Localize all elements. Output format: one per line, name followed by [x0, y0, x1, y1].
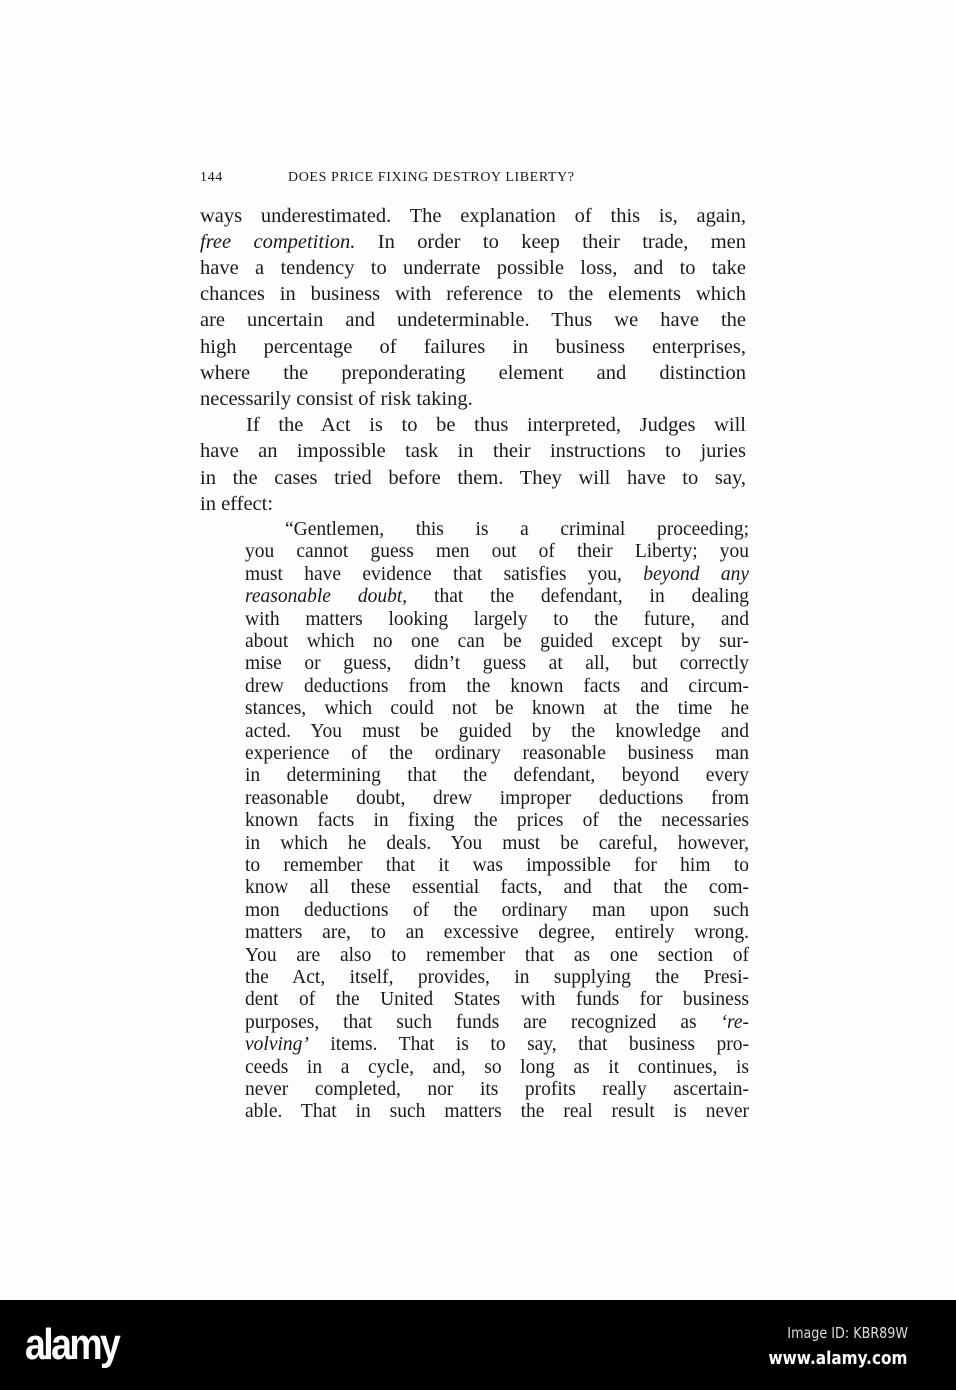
text-segment: in which he deals. You must be careful, however,: [245, 832, 749, 854]
text-segment: mon deductions of the ordinary man upon such: [245, 899, 749, 921]
text-segment: reasonable doubt, drew improper deductions from: [245, 787, 749, 809]
text-segment: in effect:: [200, 492, 274, 515]
text-segment: high percentage of failures in business enterprises,: [200, 335, 746, 358]
text-segment: where the preponderating element and distinction: [200, 361, 746, 384]
text-segment: dent of the United States with funds for business: [245, 989, 749, 1011]
text-line: [245, 541, 749, 563]
text-line: [245, 989, 749, 1011]
text-line: [245, 676, 749, 698]
text-segment: that the defendant, in dealing: [407, 586, 749, 608]
text-line: [245, 922, 749, 944]
text-segment: about which no one can be guided except by sur-: [245, 631, 749, 652]
text-line: [245, 945, 749, 967]
text-segment: have an impossible task in their instructions to juries: [200, 440, 746, 463]
text-segment: have a tendency to underrate possible loss, and to take: [200, 257, 746, 280]
text-segment: you cannot guess men out of their Liberty; you: [245, 541, 749, 563]
text-line: [200, 386, 746, 412]
text-line: [200, 281, 746, 307]
text-line: [245, 1034, 749, 1056]
text-line: [245, 1101, 749, 1123]
text-line: [245, 1079, 749, 1101]
text-line: [245, 833, 749, 855]
text-segment: to remember that it was impossible for him to: [245, 855, 749, 876]
image-id: Image ID: KBR89W: [787, 1324, 908, 1342]
italic-text: free competition.: [200, 231, 356, 254]
text-segment: with matters looking largely to the future, and: [245, 608, 749, 630]
text-segment: the Act, itself, provides, in supplying the Presi-: [245, 967, 749, 988]
text-line: [245, 586, 749, 608]
text-line: [200, 465, 746, 491]
text-segment: ceeds in a cycle, and, so long as it continues, is: [245, 1056, 749, 1078]
watermark-bar: [0, 1300, 956, 1390]
text-segment: in the cases tried before them. They will have to say,: [200, 466, 746, 489]
text-line: [245, 1012, 749, 1034]
text-segment: acted. You must be guided by the knowledge and: [245, 720, 749, 742]
text-line: [245, 564, 749, 586]
text-segment: drew deductions from the known facts and circum-: [245, 675, 749, 697]
text-line: [245, 698, 749, 720]
text-line: [200, 438, 746, 464]
text-line: [200, 360, 746, 386]
text-segment: mise or guess, didn’t guess at all, but correctly: [245, 653, 749, 675]
text-line: [200, 203, 746, 229]
text-line: [245, 900, 749, 922]
text-segment: In order to keep their trade, men: [355, 231, 746, 254]
italic-text: ‘re-: [720, 1011, 749, 1033]
text-line: [245, 788, 749, 810]
text-segment: necessarily consist of risk taking.: [200, 387, 473, 410]
text-line: [200, 255, 746, 281]
text-segment: experience of the ordinary reasonable business man: [245, 743, 749, 764]
text-line: [245, 609, 749, 631]
text-segment: chances in business with reference to the elements which: [200, 283, 746, 306]
text-line: [245, 765, 749, 787]
text-line: [285, 519, 749, 541]
text-segment: matters are, to an excessive degree, entirely wrong.: [245, 922, 749, 944]
alamy-logo: alamy: [25, 1320, 119, 1369]
text-segment: never completed, nor its profits really ascertain-: [245, 1079, 749, 1100]
text-segment: are uncertain and undeterminable. Thus we have the: [200, 309, 746, 332]
text-segment: stances, which could not be known at the time he: [245, 698, 749, 720]
text-segment: “Gentlemen, this is a criminal proceeding;: [285, 519, 749, 540]
running-title: DOES PRICE FIXING DESTROY LIBERTY?: [288, 170, 575, 185]
running-header: [200, 170, 746, 190]
text-line: [246, 412, 746, 438]
watermark-url: www.alamy.com: [769, 1348, 908, 1369]
italic-text: beyond any: [643, 563, 749, 585]
text-segment: known facts in fixing the prices of the necessaries: [245, 810, 749, 832]
text-line: [245, 721, 749, 743]
text-segment: in determining that the defendant, beyond every: [245, 765, 749, 787]
italic-text: reasonable doubt,: [245, 586, 408, 608]
italic-text: volving’: [245, 1034, 309, 1056]
text-segment: able. That in such matters the real result is never: [245, 1101, 749, 1123]
text-segment: purposes, that such funds are recognized as: [245, 1011, 721, 1033]
text-line: [245, 810, 749, 832]
text-line: [200, 307, 746, 333]
text-line: [245, 1057, 749, 1079]
page-number: 144: [200, 170, 223, 185]
text-segment: items. That is to say, that business pro-: [308, 1034, 749, 1056]
text-line: [245, 877, 749, 899]
text-line: [245, 631, 749, 653]
text-segment: know all these essential facts, and that the com-: [245, 877, 749, 899]
text-line: [200, 334, 746, 360]
text-line: [245, 653, 749, 675]
text-line: [245, 743, 749, 765]
text-line: [200, 491, 746, 517]
text-segment: ways underestimated. The explanation of this is, again,: [200, 205, 746, 227]
text-line: [245, 855, 749, 877]
text-segment: If the Act is to be thus interpreted, Judges will: [246, 414, 746, 437]
text-segment: must have evidence that satisfies you,: [245, 563, 644, 585]
text-line: [245, 967, 749, 989]
text-segment: You are also to remember that as one section of: [245, 944, 749, 966]
text-line: [200, 229, 746, 255]
